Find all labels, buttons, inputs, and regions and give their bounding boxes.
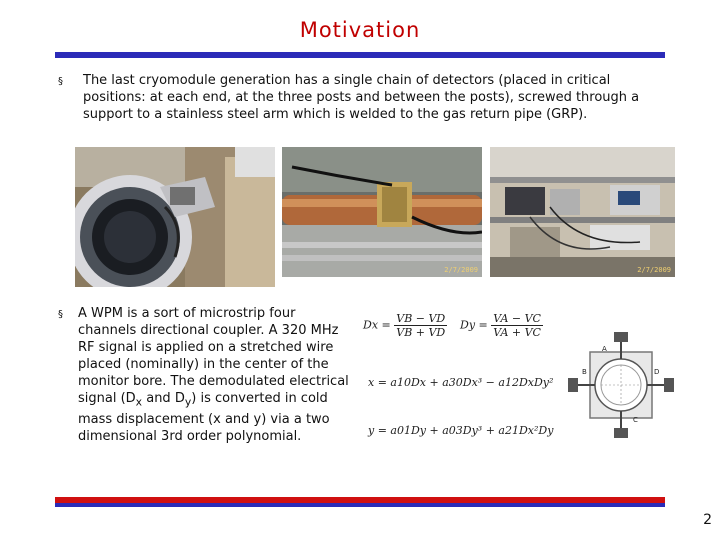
wpm-diagram	[566, 330, 676, 440]
paragraph-2-part3: ) is converted in cold mass displacement (x and y) via a two dimensional 3rd order polynomial.	[78, 391, 330, 444]
eq-dy-num: VA − VC	[493, 312, 541, 325]
equation-x-poly: x = a10Dx + a30Dx³ − a12DxDy²	[368, 376, 554, 389]
paragraph-2-part1: A WPM is a sort of microstrip four channels directional coupler. A 320 MHz RF signal is applied on a stretched wire placed (nominally) in the center of the monitor bore. The demodulated electrical signal (D	[78, 306, 349, 406]
eq-dx-num: VB − VD	[396, 312, 446, 325]
title-underline	[55, 52, 665, 58]
paragraph-2	[78, 305, 353, 445]
slide-title: Motivation	[299, 18, 421, 42]
photo-date-stamp: 2/7/2009	[637, 266, 671, 274]
photo-lab-bench	[490, 147, 675, 277]
equation-dy	[460, 312, 543, 339]
diagram-label-a: A	[602, 345, 607, 353]
photo-date-stamp: 2/7/2009	[444, 266, 478, 274]
page-number: 2	[703, 512, 712, 528]
wpm-diagram-drawing	[566, 330, 676, 440]
sub-y: y	[184, 395, 192, 409]
equation-dx	[363, 312, 447, 339]
photo-copper-pipe	[282, 147, 482, 277]
equation-y-poly: y = a01Dy + a03Dy³ + a21Dx²Dy	[368, 424, 554, 437]
bullet-1: §	[58, 76, 63, 87]
bullet-2: §	[58, 309, 63, 320]
diagram-label-d: D	[654, 368, 660, 376]
photo-cryomodule-bore	[75, 147, 275, 287]
paragraph-2-part2: and D	[142, 391, 185, 406]
bottom-rule-blue	[55, 503, 665, 507]
eq-dx-den: VB + VD	[396, 326, 446, 339]
eq-dy-den: VA + VC	[493, 326, 541, 339]
eq-dy-lhs: Dy =	[460, 318, 488, 332]
paragraph-1: The last cryomodule generation has a single chain of detectors (placed in critical positions: at each end, at the three posts and between the posts), screwed through a support to a stainless steel arm which is welded to the gas return pipe (GRP).	[83, 73, 640, 122]
diagram-label-b: B	[582, 368, 587, 376]
sub-x: x	[135, 395, 143, 409]
diagram-label-c: C	[633, 416, 638, 424]
eq-dx-lhs: Dx =	[363, 318, 391, 332]
